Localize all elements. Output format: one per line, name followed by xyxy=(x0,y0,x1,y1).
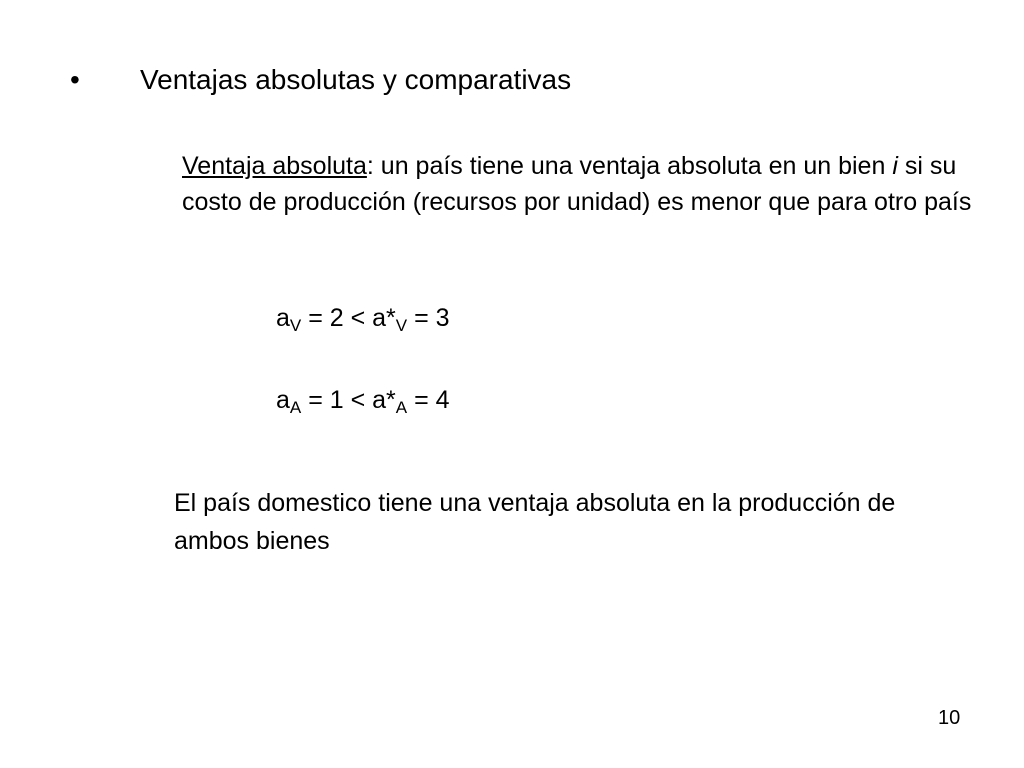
equation-v-rhs: a* xyxy=(372,304,396,332)
slide-title: Ventajas absolutas y comparativas xyxy=(140,64,572,95)
conclusion-paragraph: El país domestico tiene una ventaja absoluta en la producción de ambos bienes xyxy=(174,489,896,555)
definition-variable: i xyxy=(892,152,898,180)
equation-a-rhs-relation: = 4 xyxy=(407,386,450,414)
definition-term: Ventaja absoluta xyxy=(182,152,367,180)
equation-a xyxy=(276,382,450,418)
equation-a-lhs-subscript: A xyxy=(289,398,302,417)
definition-text-part-1: un país tiene una ventaja absoluta en un bien xyxy=(373,152,893,180)
definition-text-part-2: si su costo de producción (recursos por unidad) es menor que para otro país xyxy=(182,152,972,216)
equation-a-lhs: a xyxy=(276,386,290,414)
equation-a-lhs-relation: = 1 < xyxy=(301,386,373,414)
equation-a-rhs: a* xyxy=(372,386,396,414)
equation-v-lhs-relation: = 2 < xyxy=(301,304,373,332)
page-number: 10 xyxy=(938,707,961,729)
equation-v-rhs-subscript: V xyxy=(395,316,408,335)
definition-paragraph xyxy=(182,148,972,220)
equation-a-rhs-subscript: A xyxy=(395,398,408,417)
equation-v-lhs: a xyxy=(276,304,290,332)
equation-v xyxy=(276,300,450,336)
definition-colon: : xyxy=(366,152,374,180)
equation-v-lhs-subscript: V xyxy=(289,316,302,335)
equation-v-rhs-relation: = 3 xyxy=(407,304,450,332)
bullet-marker: • xyxy=(70,64,80,95)
